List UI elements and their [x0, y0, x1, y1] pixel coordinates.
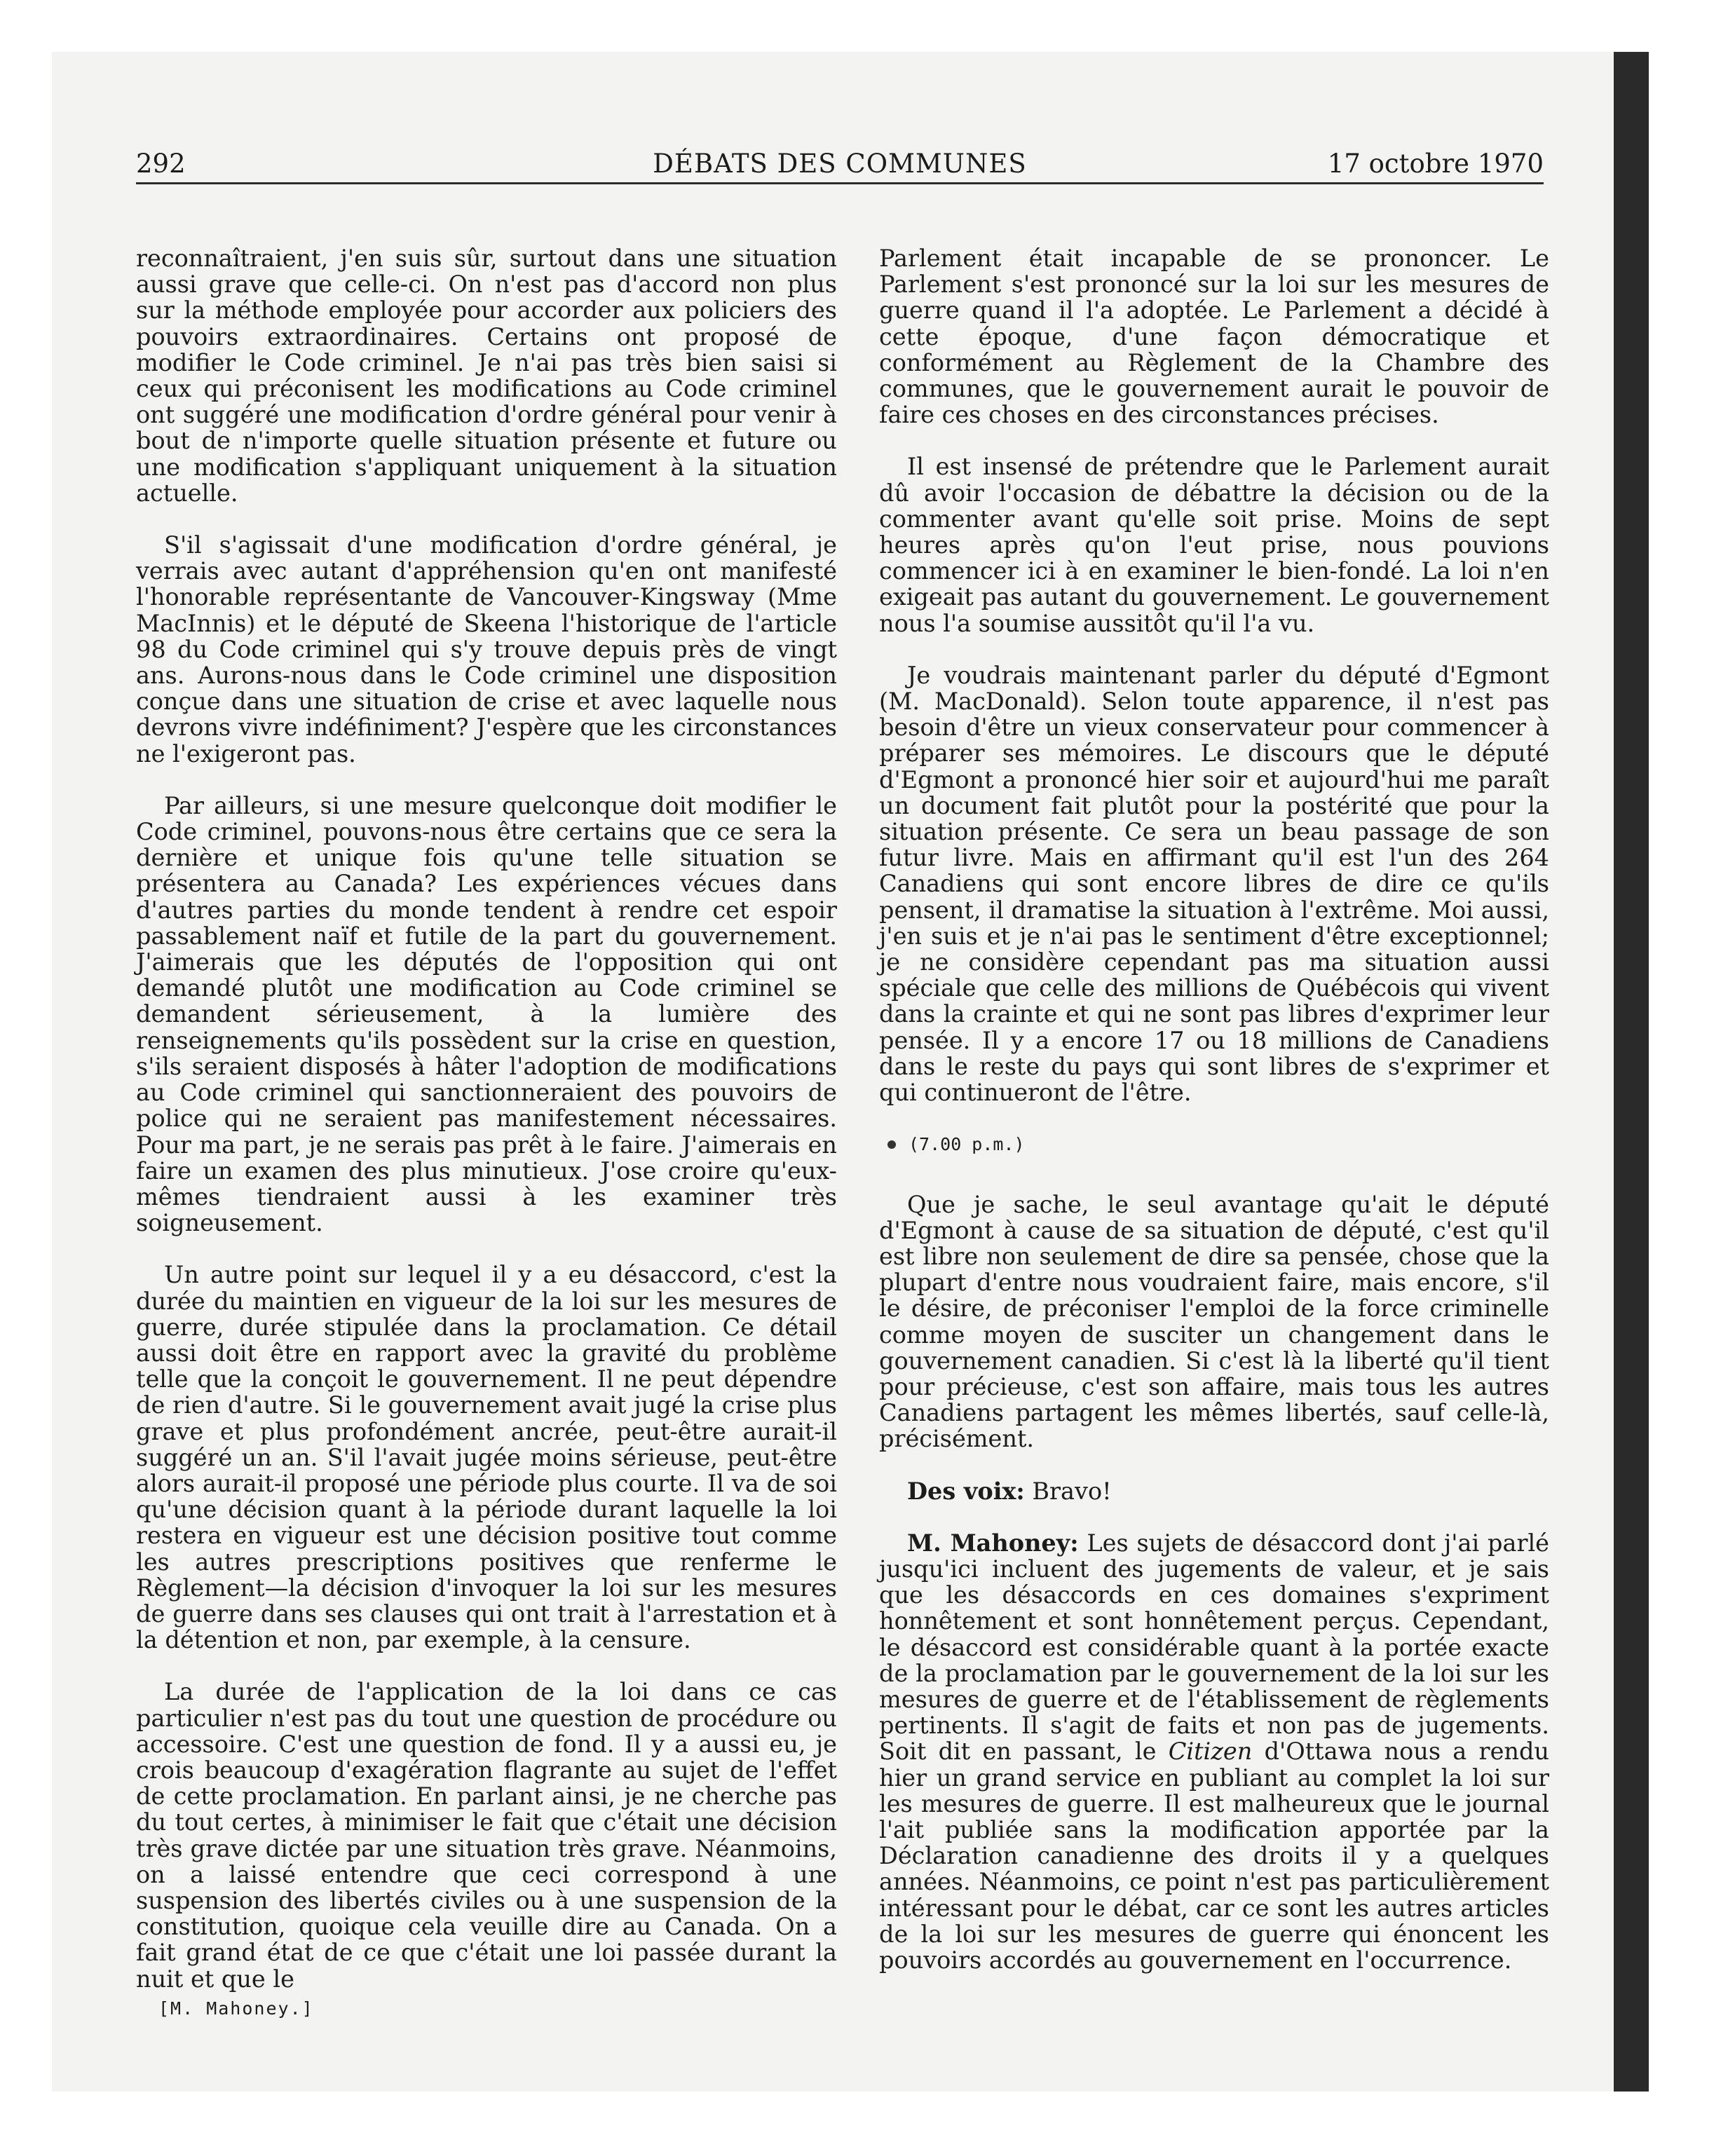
paragraph: La durée de l'application de la loi dans ce cas particulier n'est pas du tout une question de procédure ou accessoire. C'est une question de fond. Il y a aussi eu, je crois beaucoup d'exagération flagrante au sujet de l'effet de cette proclamation. En parlant ainsi, je ne cherche pas du tout certes, à minimiser le fait que c'était une décision très grave dictée par une situation très grave. Néanmoins, on a laissé entendre que ceci correspond à une suspension des libertés civiles ou à une suspension de la constitution, quoique cela veuille dire au Canada. On a fait grand état de ce que c'était une loi passée durant la nuit et que le	[136, 1678, 837, 1993]
time-marker-text: (7.00 p.m.)	[909, 1134, 1025, 1155]
paragraph: Il est insensé de prétendre que le Parlement aurait dû avoir l'occasion de débattre la décision ou de la commenter avant qu'elle soit prise. Moins de sept heures après qu'on l'eut prise, nous pouvions commencer ici à en examiner le bien-fondé. La loi n'en exigeait pas autant du gouvernement. Le gouvernement nous l'a soumise aussitôt qu'il l'a vu.	[879, 453, 1549, 637]
interjection-text: Bravo!	[1032, 1477, 1112, 1505]
paragraph: Que je sache, le seul avantage qu'ait le député d'Egmont à cause de sa situation de député, c'est qu'il est libre non seulement de dire sa pensée, chose que la plupart d'entre nous voudraient faire, mais encore, s'il le désire, de préconiser l'emploi de la force criminelle comme moyen de susciter un changement dans le gouvernement canadien. Si c'est là la liberté qu'il tient pour précieuse, c'est son affaire, mais tous les autres Canadiens partagent les mêmes libertés, sauf celle-là, précisément.	[879, 1190, 1549, 1453]
speech-text: Les sujets de désaccord dont j'ai parlé jusqu'ici incluent des jugements de valeur, et je sais que les désaccords en ces domaines s'expriment honnêtement et sont honnêtement perçus. Cependant, le désaccord est considérable quant à la portée exacte de la proclamation par le gouvernement de la loi sur les mesures de guerre et de l'établissement de règlements pertinents. Il s'agit de faits et non pas de jugements. Soit dit en passant, le	[879, 1529, 1549, 1766]
speaker-label: Des voix:	[907, 1477, 1025, 1505]
paragraph: Par ailleurs, si une mesure quelconque doit modifier le Code criminel, pouvons-nous être certains que ce sera la dernière et unique fois qu'une telle situation se présentera au Canada? Les expériences vécues dans d'autres parties du monde tendent à rendre cet espoir passablement naïf et futile de la part du gouvernement. J'aimerais que les députés de l'opposition qui ont demandé plutôt une modification au Code criminel se demandent sérieusement, à la lumière des renseignements qu'ils possèdent sur la crise en question, s'ils seraient disposés à hâter l'adoption de modifications au Code criminel qui sanctionneraient des pouvoirs de police qui ne seraient pas manifestement nécessaires. Pour ma part, je ne serais pas prêt à le faire. J'aimerais en faire un examen des plus minutieux. J'ose croire qu'eux-mêmes tiendraient aussi à les examiner très soigneusement.	[136, 791, 837, 1237]
speaker-footer: [M. Mahoney.]	[158, 1998, 314, 2019]
bullet-icon	[887, 1140, 896, 1149]
paragraph: Parlement était incapable de se prononcer. Le Parlement s'est prononcé sur la loi sur les mesures de guerre quand il l'a adoptée. Le Parlement a décidé à cette époque, d'une façon démocratique et conformément au Règlement de la Chambre des communes, que le gouvernement aurait le pouvoir de faire ces choses en des circonstances précises.	[879, 245, 1549, 429]
speaker-label: M. Mahoney:	[907, 1529, 1079, 1557]
time-marker	[879, 1131, 1549, 1157]
paragraph: Un autre point sur lequel il y a eu désaccord, c'est la durée du maintien en vigueur de la loi sur les mesures de guerre, durée stipulée dans la proclamation. Ce détail aussi doit être en rapport avec la gravité du problème telle que la conçoit le gouvernement. Il ne peut dépendre de rien d'autre. Si le gouvernement avait jugé la crise plus grave et plus profondément ancrée, peut-être aurait-il suggéré un an. S'il l'avait jugée moins sérieuse, peut-être alors aurait-il proposé une période plus courte. Il va de soi qu'une décision quant à la période durant laquelle la loi restera en vigueur est une décision positive tout comme les autres prescriptions positives que renferme le Règlement—la décision d'invoquer la loi sur les mesures de guerre dans ses clauses qui ont trait à l'arrestation et à la détention et non, par exemple, à la censure.	[136, 1261, 837, 1654]
speech-text: d'Ottawa nous a rendu hier un grand service en publiant au complet la loi sur les mesures de guerre. Il est malheureux que le journal l'ait publiée sans la modification apportée par la Déclaration canadienne des droits il y a quelques années. Néanmoins, ce point n'est pas particulièrement intéressant pour le débat, car ce sont les autres articles de la loi sur les mesures de guerre qui énoncent les pouvoirs accordés au gouvernement en l'occurrence.	[879, 1738, 1549, 1974]
speech-paragraph	[879, 1530, 1549, 1973]
paragraph: Je voudrais maintenant parler du député d'Egmont (M. MacDonald). Selon toute apparence, il n'est pas besoin d'être un vieux conservateur pour commencer à préparer ses mémoires. Le discours que le député d'Egmont a prononcé hier soir et aujourd'hui me paraît un document fait plutôt pour la postérité que pour la situation présente. Ce sera un beau passage de son futur livre. Mais en affirmant qu'il est l'un des 264 Canadiens qui sont encore libres de dire ce qu'ils pensent, il dramatise la situation à l'extrême. Moi aussi, j'en suis et je n'ai pas le sentiment d'être exceptionnel; je ne considère cependant pas ma situation aussi spéciale que celle des millions de Québécois qui vivent dans la crainte et qui ne sont pas libres d'exprimer leur pensée. Il y a encore 17 ou 18 millions de Canadiens dans le reste du pays qui sont libres de s'exprimer et qui continueront de l'être.	[879, 661, 1549, 1107]
page-header	[136, 146, 1544, 182]
publication-title: DÉBATS DES COMMUNES	[653, 149, 1027, 179]
paragraph: reconnaîtraient, j'en suis sûr, surtout dans une situation aussi grave que celle-ci. On n'est pas d'accord non plus sur la méthode employée pour accorder aux policiers des pouvoirs extraordinaires. Certains ont proposé de modifier le Code criminel. Je n'ai pas très bien saisi si ceux qui préconisent les modifications au Code criminel ont suggéré une modification d'ordre général pour venir à bout de n'importe quelle situation présente et future ou une modification s'appliquant uniquement à la situation actuelle.	[136, 245, 837, 507]
header-rule	[136, 182, 1544, 184]
interjection	[879, 1478, 1549, 1504]
scan-edge	[1614, 52, 1649, 2092]
issue-date: 17 octobre 1970	[1327, 149, 1544, 179]
page-number: 292	[136, 149, 186, 179]
paragraph: S'il s'agissait d'une modification d'ordre général, je verrais avec autant d'appréhension qu'en ont manifesté l'honorable représentante de Vancouver-Kingsway (Mme MacInnis) et le député de Skeena l'historique de l'article 98 du Code criminel qui s'y trouve depuis près de vingt ans. Aurons-nous dans le Code criminel une disposition conçue dans une situation de crise et avec laquelle nous devrons vivre indéfiniment? J'espère que les circonstances ne l'exigeront pas.	[136, 531, 837, 767]
right-column	[879, 245, 1549, 1999]
newspaper-name: Citizen	[1168, 1738, 1253, 1766]
left-column	[136, 245, 837, 2018]
